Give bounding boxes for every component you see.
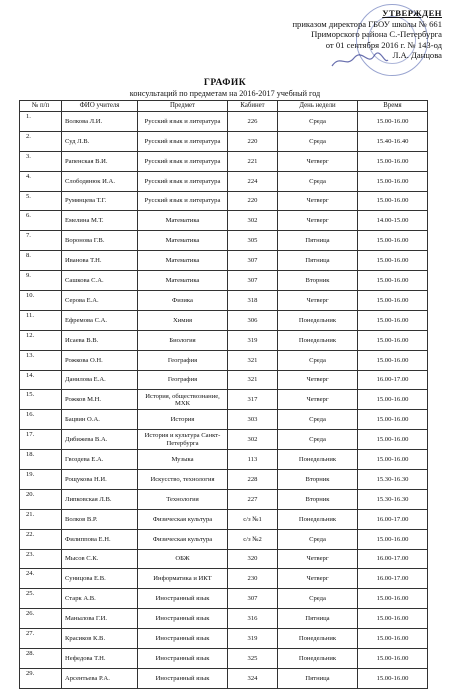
cell-day: Среда	[278, 529, 358, 549]
cell-num: 19.	[20, 470, 62, 490]
cell-day: Понедельник	[278, 310, 358, 330]
cell-room: 302	[228, 430, 278, 450]
cell-subject: Физическая культура	[138, 529, 228, 549]
cell-subject: Иностранный язык	[138, 649, 228, 669]
cell-room: 320	[228, 549, 278, 569]
table-row	[20, 430, 428, 450]
cell-teacher: Филиппова Е.Н.	[62, 529, 138, 549]
cell-num: 15.	[20, 390, 62, 410]
table-row	[20, 112, 428, 132]
cell-subject: История	[138, 410, 228, 430]
cell-time: 15.00-16.00	[358, 231, 428, 251]
cell-room: с/з №2	[228, 529, 278, 549]
cell-time: 15.00-16.00	[358, 629, 428, 649]
cell-teacher: Мысов С.К.	[62, 549, 138, 569]
cell-teacher: Красиков К.В.	[62, 629, 138, 649]
cell-day: Понедельник	[278, 649, 358, 669]
table-row	[20, 291, 428, 311]
cell-subject: Музыка	[138, 450, 228, 470]
cell-teacher: Воронова Г.В.	[62, 231, 138, 251]
approval-line: от 01 сентября 2016 г. № 143-од	[325, 39, 442, 50]
cell-teacher: Ефремова С.А.	[62, 310, 138, 330]
cell-room: 321	[228, 350, 278, 370]
cell-day: Пятница	[278, 609, 358, 629]
cell-day: Понедельник	[278, 509, 358, 529]
table-row	[20, 549, 428, 569]
cell-teacher: Рощукова Н.И.	[62, 470, 138, 490]
cell-time: 15.00-16.00	[358, 668, 428, 688]
cell-room: 325	[228, 649, 278, 669]
cell-subject: История, обществознание, МХК	[138, 390, 228, 410]
cell-num: 14.	[20, 370, 62, 390]
cell-subject: Математика	[138, 211, 228, 231]
cell-num: 24.	[20, 569, 62, 589]
cell-teacher: Румянцева Т.Г.	[62, 191, 138, 211]
cell-num: 25.	[20, 589, 62, 609]
cell-subject: Иностранный язык	[138, 629, 228, 649]
table-row	[20, 370, 428, 390]
cell-room: 302	[228, 211, 278, 231]
cell-num: 29.	[20, 668, 62, 688]
cell-subject: География	[138, 350, 228, 370]
table-row	[20, 569, 428, 589]
cell-day: Понедельник	[278, 629, 358, 649]
cell-room: 318	[228, 291, 278, 311]
cell-room: 324	[228, 668, 278, 688]
table-row	[20, 151, 428, 171]
cell-num: 13.	[20, 350, 62, 370]
cell-num: 9.	[20, 271, 62, 291]
table-row	[20, 191, 428, 211]
cell-teacher: Волков В.Р.	[62, 509, 138, 529]
cell-subject: Русский язык и литература	[138, 131, 228, 151]
cell-day: Среда	[278, 350, 358, 370]
cell-time: 15.00-16.00	[358, 191, 428, 211]
cell-time: 15.00-16.00	[358, 251, 428, 271]
cell-num: 2.	[20, 131, 62, 151]
cell-num: 8.	[20, 251, 62, 271]
cell-teacher: Рапенская В.И.	[62, 151, 138, 171]
cell-subject: Биология	[138, 330, 228, 350]
cell-day: Пятница	[278, 231, 358, 251]
cell-subject: Русский язык и литература	[138, 191, 228, 211]
cell-time: 15.30-16.30	[358, 470, 428, 490]
cell-time: 15.00-16.00	[358, 291, 428, 311]
cell-time: 16.00-17.00	[358, 569, 428, 589]
cell-day: Понедельник	[278, 330, 358, 350]
cell-subject: Русский язык и литература	[138, 112, 228, 132]
cell-num: 5.	[20, 191, 62, 211]
cell-time: 16.00-17.00	[358, 509, 428, 529]
table-row	[20, 470, 428, 490]
cell-teacher: Манылова Г.И.	[62, 609, 138, 629]
cell-num: 21.	[20, 509, 62, 529]
schedule-table	[19, 100, 428, 689]
table-header-row	[20, 101, 428, 112]
cell-subject: Технология	[138, 489, 228, 509]
cell-room: 113	[228, 450, 278, 470]
approval-block	[222, 8, 442, 61]
cell-teacher: Данилова Е.А.	[62, 370, 138, 390]
cell-day: Среда	[278, 589, 358, 609]
cell-teacher: Слободянюк И.А.	[62, 171, 138, 191]
cell-teacher: Иванова Т.Н.	[62, 251, 138, 271]
cell-room: 226	[228, 112, 278, 132]
cell-num: 18.	[20, 450, 62, 470]
cell-room: 317	[228, 390, 278, 410]
cell-subject: Русский язык и литература	[138, 171, 228, 191]
cell-subject: Иностранный язык	[138, 668, 228, 688]
cell-day: Четверг	[278, 390, 358, 410]
cell-time: 15.00-16.00	[358, 112, 428, 132]
cell-time: 16.00-17.00	[358, 549, 428, 569]
cell-teacher: Дибижева В.А.	[62, 430, 138, 450]
cell-room: 230	[228, 569, 278, 589]
cell-room: 305	[228, 231, 278, 251]
cell-num: 23.	[20, 549, 62, 569]
table-row	[20, 310, 428, 330]
cell-subject: Иностранный язык	[138, 609, 228, 629]
cell-subject: Химия	[138, 310, 228, 330]
cell-room: 221	[228, 151, 278, 171]
approval-line: Приморского района С.-Петербурга	[311, 29, 442, 40]
cell-day: Четверг	[278, 370, 358, 390]
cell-subject: Физическая культура	[138, 509, 228, 529]
cell-num: 3.	[20, 151, 62, 171]
header-day: День недели	[278, 101, 358, 112]
cell-teacher: Исаева В.В.	[62, 330, 138, 350]
cell-day: Среда	[278, 131, 358, 151]
table-row	[20, 330, 428, 350]
table-row	[20, 509, 428, 529]
table-row	[20, 271, 428, 291]
cell-num: 11.	[20, 310, 62, 330]
cell-time: 15.00-16.00	[358, 450, 428, 470]
cell-teacher: Нефедова Т.Н.	[62, 649, 138, 669]
table-row	[20, 609, 428, 629]
cell-teacher: Емелина М.Т.	[62, 211, 138, 231]
cell-day: Пятница	[278, 251, 358, 271]
table-row	[20, 350, 428, 370]
cell-subject: Математика	[138, 251, 228, 271]
cell-subject: ОБЖ	[138, 549, 228, 569]
cell-teacher: Сашкова С.А.	[62, 271, 138, 291]
cell-teacher: Старк А.В.	[62, 589, 138, 609]
header-room: Кабинет	[228, 101, 278, 112]
cell-room: 220	[228, 191, 278, 211]
cell-teacher: Липковская Л.В.	[62, 489, 138, 509]
cell-time: 15.00-16.00	[358, 310, 428, 330]
document-title: ГРАФИК	[203, 78, 247, 88]
cell-room: 307	[228, 251, 278, 271]
cell-num: 7.	[20, 231, 62, 251]
cell-subject: Физика	[138, 291, 228, 311]
cell-time: 15.00-16.00	[358, 649, 428, 669]
table-row	[20, 589, 428, 609]
cell-num: 27.	[20, 629, 62, 649]
table-row	[20, 231, 428, 251]
cell-num: 28.	[20, 649, 62, 669]
cell-room: 316	[228, 609, 278, 629]
table-row	[20, 529, 428, 549]
cell-time: 15.00-16.00	[358, 390, 428, 410]
cell-subject: Математика	[138, 271, 228, 291]
cell-time: 15.00-16.00	[358, 589, 428, 609]
cell-day: Четверг	[278, 569, 358, 589]
cell-num: 4.	[20, 171, 62, 191]
cell-day: Вторник	[278, 470, 358, 490]
cell-teacher: Гвоздева Е.А.	[62, 450, 138, 470]
cell-time: 14.00-15.00	[358, 211, 428, 231]
cell-subject: Иностранный язык	[138, 589, 228, 609]
cell-day: Вторник	[278, 489, 358, 509]
cell-subject: Математика	[138, 231, 228, 251]
cell-teacher: Арсентьева Р.А.	[62, 668, 138, 688]
cell-time: 16.00-17.00	[358, 370, 428, 390]
header-time: Время	[358, 101, 428, 112]
cell-day: Среда	[278, 410, 358, 430]
cell-time: 15.00-16.00	[358, 171, 428, 191]
cell-subject: Русский язык и литература	[138, 151, 228, 171]
header-teacher: ФИО учителя	[62, 101, 138, 112]
table-row	[20, 131, 428, 151]
cell-num: 26.	[20, 609, 62, 629]
cell-day: Четверг	[278, 549, 358, 569]
table-row	[20, 489, 428, 509]
cell-teacher: Серова Е.А.	[62, 291, 138, 311]
cell-room: с/з №1	[228, 509, 278, 529]
cell-room: 227	[228, 489, 278, 509]
cell-num: 22.	[20, 529, 62, 549]
cell-num: 1.	[20, 112, 62, 132]
cell-num: 10.	[20, 291, 62, 311]
table-row	[20, 251, 428, 271]
cell-time: 15.40-16.40	[358, 131, 428, 151]
table-row	[20, 649, 428, 669]
cell-time: 15.00-16.00	[358, 529, 428, 549]
cell-day: Понедельник	[278, 450, 358, 470]
cell-time: 15.00-16.00	[358, 330, 428, 350]
cell-time: 15.00-16.00	[358, 609, 428, 629]
cell-num: 16.	[20, 410, 62, 430]
header-num: № п/п	[20, 101, 62, 112]
cell-num: 6.	[20, 211, 62, 231]
cell-teacher: Бацвин О.А.	[62, 410, 138, 430]
cell-num: 17.	[20, 430, 62, 450]
approval-signer: Л.А. Данцова	[392, 50, 442, 61]
cell-room: 306	[228, 310, 278, 330]
cell-time: 15.00-16.00	[358, 350, 428, 370]
table-row	[20, 629, 428, 649]
cell-subject: История и культура Санкт-Петербурга	[138, 430, 228, 450]
cell-time: 15.00-16.00	[358, 271, 428, 291]
cell-subject: Искусство, технология	[138, 470, 228, 490]
cell-time: 15.00-16.00	[358, 151, 428, 171]
cell-day: Четверг	[278, 151, 358, 171]
approval-heading: УТВЕРЖДЕН	[382, 8, 442, 18]
cell-time: 15.30-16.30	[358, 489, 428, 509]
cell-day: Пятница	[278, 668, 358, 688]
cell-subject: Информатика и ИКТ	[138, 569, 228, 589]
header-subject: Предмет	[138, 101, 228, 112]
cell-teacher: Суницова Е.В.	[62, 569, 138, 589]
table-row	[20, 668, 428, 688]
cell-room: 319	[228, 330, 278, 350]
cell-room: 307	[228, 271, 278, 291]
table-row	[20, 390, 428, 410]
cell-time: 15.00-16.00	[358, 430, 428, 450]
table-row	[20, 171, 428, 191]
cell-room: 319	[228, 629, 278, 649]
cell-num: 12.	[20, 330, 62, 350]
cell-day: Вторник	[278, 271, 358, 291]
cell-num: 20.	[20, 489, 62, 509]
cell-subject: География	[138, 370, 228, 390]
cell-teacher: Рожков М.Н.	[62, 390, 138, 410]
cell-room: 228	[228, 470, 278, 490]
cell-day: Четверг	[278, 211, 358, 231]
cell-day: Среда	[278, 112, 358, 132]
cell-room: 303	[228, 410, 278, 430]
cell-teacher: Рожкова О.Н.	[62, 350, 138, 370]
cell-day: Среда	[278, 430, 358, 450]
table-row	[20, 211, 428, 231]
cell-room: 220	[228, 131, 278, 151]
cell-room: 321	[228, 370, 278, 390]
cell-day: Четверг	[278, 191, 358, 211]
cell-time: 15.00-16.00	[358, 410, 428, 430]
approval-line: приказом директора ГБОУ школы № 661	[292, 18, 442, 29]
cell-teacher: Суд Л.В.	[62, 131, 138, 151]
cell-room: 224	[228, 171, 278, 191]
cell-teacher: Волкова Л.И.	[62, 112, 138, 132]
table-row	[20, 450, 428, 470]
table-row	[20, 410, 428, 430]
cell-day: Среда	[278, 171, 358, 191]
document-subtitle: консультаций по предметам на 2016-2017 учебный год	[129, 89, 321, 98]
cell-room: 307	[228, 589, 278, 609]
cell-day: Четверг	[278, 291, 358, 311]
